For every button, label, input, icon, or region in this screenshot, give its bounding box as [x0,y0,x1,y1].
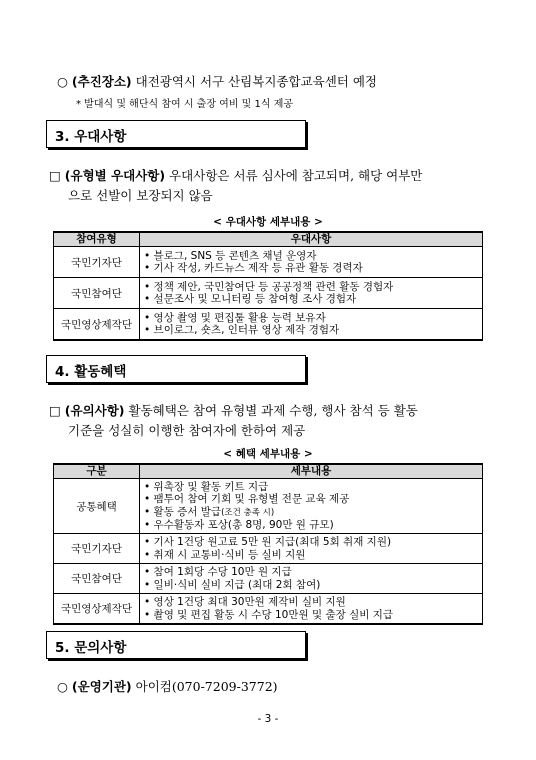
section4-heading-box [46,355,306,383]
list-item: • 영상 1건당 최대 30만원 제작비 실비 지원 [144,596,346,608]
table-cell-type: 국민영상제작단 [54,309,140,341]
table-cell-type: 국민기자단 [54,534,140,564]
venue-line [57,72,377,90]
table-row [54,564,483,594]
table-cell-items [140,278,483,309]
table-row [54,534,483,564]
venue-bullet: ○ [57,74,68,89]
contact-bullet: ○ [57,679,68,694]
list-item: • 팸투어 참여 기회 및 유형별 전문 교육 제공 [144,493,350,505]
section4-text-line1: 활동혜택은 참여 유형별 과제 수행, 행사 참석 등 활동 [128,403,418,418]
table-cell-items [140,594,483,625]
table-cell-items [140,564,483,594]
table-row [54,247,483,278]
table-row [54,309,483,341]
venue-text: 대전광역시 서구 산림복지종합교육센터 예정 [135,74,377,89]
list-item: • 참여 1회당 수당 10만 원 지급 [144,566,292,578]
venue-note: * 발대식 및 해단식 참여 시 출장 여비 및 1식 제공 [76,99,294,110]
section3-text-line2: 으로 선발이 보장되지 않음 [68,188,213,203]
table-cell-items [140,534,483,564]
list-item: • 기사 작성, 카드뉴스 제작 등 유관 활동 경력자 [144,262,363,274]
contact-line [57,677,278,695]
table-header-cell: 참여유형 [54,232,140,247]
section4-caption: < 혜택 세부내용 > [223,448,313,460]
section5-heading-box [46,631,306,659]
table-cell-type: 국민기자단 [54,247,140,278]
list-item: • 위촉장 및 활동 키트 지급 [144,480,269,493]
table-header-cell: 세부내용 [140,464,483,479]
section4-text-line2: 기준을 성실히 이행한 참여자에 한하여 제공 [68,423,306,438]
venue-label: (추진장소) [71,74,132,89]
list-item: • 블로그, SNS 등 콘텐츠 채널 운영자 [144,249,317,262]
contact-text: 아이컴(070-7209-3772) [135,679,278,694]
square-bullet-icon: □ [49,403,61,418]
table-cell-type: 국민참여단 [54,564,140,594]
square-bullet-icon: □ [49,168,61,183]
list-item: • 촬영 및 편집 활동 시 수당 10만원 및 출장 실비 지급 [144,608,394,621]
table-cell-type: 공통혜택 [54,479,140,534]
table-row [54,479,483,534]
table-cell-items [140,479,483,534]
section3-caption: < 우대사항 세부내용 > [213,216,323,228]
list-item: • 일비·식비 실비 지급 (최대 2회 참여) [144,578,321,591]
table-cell-type: 국민참여단 [54,278,140,309]
table-row [54,278,483,309]
list-item: • 활동 증서 발급(조건 충족 시) [144,505,275,518]
list-item: • 설문조사 및 모니터링 등 참여형 조사 경험자 [144,293,357,305]
table-header-cell: 구분 [54,464,140,479]
section4-label: (유의사항) [64,403,125,418]
list-item: • 취재 시 교통비·식비 등 실비 지원 [144,548,306,561]
list-item: • 기사 1건당 원고료 5만 원 지급(최대 5회 취재 지원) [144,536,392,548]
list-item: • 영상 촬영 및 편집툴 활용 능력 보유자 [144,311,326,324]
page-number: - 3 - [257,713,279,725]
list-item: • 정책 제안, 국민참여단 등 공공정책 관련 활동 경험자 [144,280,394,293]
condition-note: (조건 충족 시) [221,507,275,518]
table-cell-items [140,247,483,278]
list-item: • 우수활동자 포상(총 8명, 90만 원 규모) [144,519,334,531]
benefit-preference-table [53,231,483,341]
section3-heading-box [46,120,306,148]
contact-label: (운영기관) [71,679,132,694]
table-header-row [54,232,483,247]
section5-title: 5. 문의사항 [55,640,127,656]
table-cell-items [140,309,483,341]
section3-title: 3. 우대사항 [55,129,127,145]
section3-paragraph [49,166,499,186]
table-row [54,594,483,625]
section4-paragraph [49,401,509,421]
section3-text-line1: 우대사항은 서류 심사에 참고되며, 해당 여부만 [169,168,423,183]
table-cell-type: 국민영상제작단 [54,594,140,625]
table-header-cell: 우대사항 [140,232,483,247]
section4-title: 4. 활동혜택 [55,364,127,380]
section3-label: (유형별 우대사항) [64,168,166,183]
list-item: • 브이로그, 숏츠, 인터뷰 영상 제작 경험자 [144,324,340,336]
table-header-row [54,464,483,479]
benefit-detail-table [53,463,483,625]
